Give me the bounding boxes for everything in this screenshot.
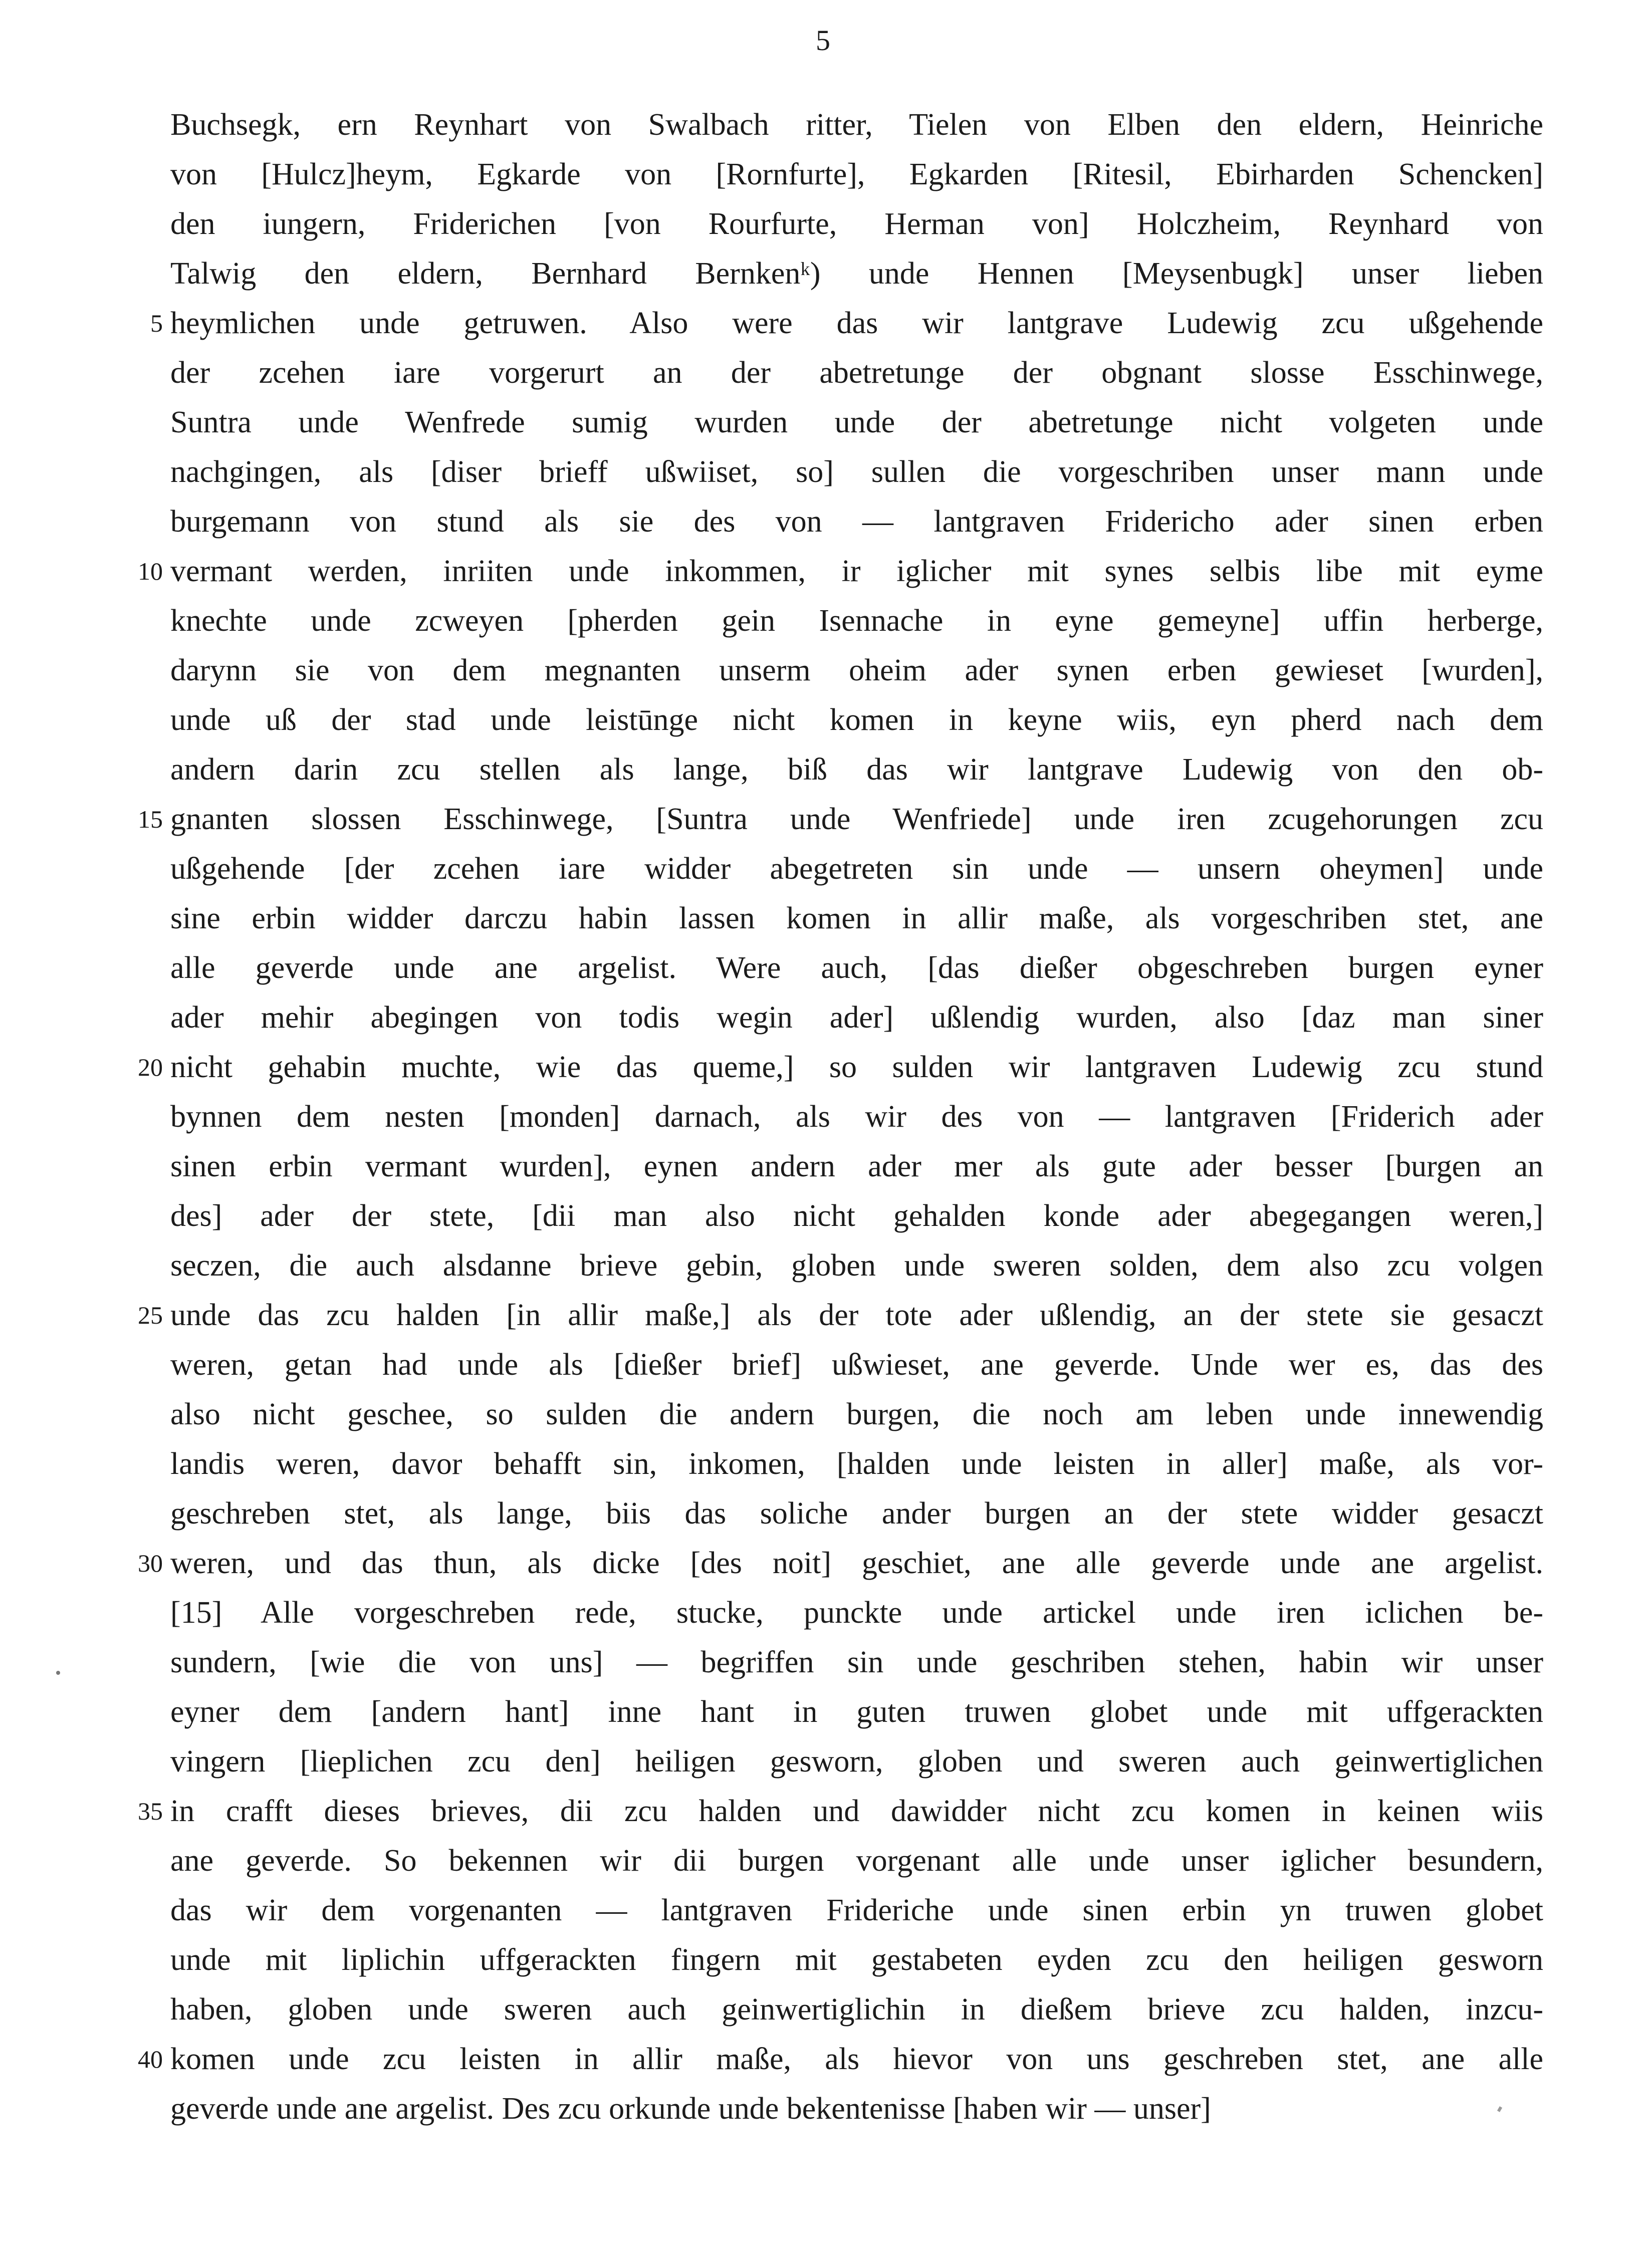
text-line (170, 100, 1543, 150)
text-line (170, 1588, 1543, 1638)
body-text (138, 100, 1543, 2134)
line-text: das wir dem vorgenanten — lantgraven Friderіche unde sinen erbin yn truwen globet (170, 1893, 1543, 1927)
text-line (170, 844, 1543, 894)
line-text: sinen erbin vermant wurden], eynen andern ader mer als gute ader besser [burgen an (170, 1149, 1543, 1183)
text-line (170, 894, 1543, 943)
line-text: heymlichen unde getruwen. Also were das wir lantgrave Ludewig zcu ußgehende (170, 306, 1543, 340)
line-text: den iungern, Friderichen [von Rourfurte, Herman von] Holczheim, Reynhard von (170, 207, 1543, 241)
line-text: geschreben stet, als lange, biis das soliche ander burgen an der stete widder gesaczt (170, 1496, 1543, 1531)
line-text: alle geverde unde ane argelist. Were auch, [das dießer obgeschreben burgen eyner (170, 951, 1543, 985)
text-line (138, 1291, 1543, 1340)
line-number: 40 (138, 2045, 163, 2073)
line-text: ane geverde. So bekennen wir dii burgen vorgenant alle unde unser iglicher besundern, (170, 1844, 1543, 1878)
text-line (170, 943, 1543, 993)
line-text: [15] Alle vorgeschreben rede, stucke, punckte unde artickel unde iren iclichen be- (170, 1596, 1543, 1630)
text-line (170, 646, 1543, 695)
text-line (170, 1390, 1543, 1439)
line-text: Talwig den eldern, Bernhard Bernkenᵏ) unde Hennen [Meysenbugk] unser lieben (170, 257, 1543, 291)
text-line (170, 745, 1543, 795)
text-line (170, 1985, 1543, 2035)
line-text: von [Hulcz]heym, Egkarde von [Rornfurte], Egkarden [Ritesil, Ebirharden Schencken] (170, 157, 1543, 191)
line-text: ader mehir abegingen von todis wegin ader] ußlendig wurden, also [daz man siner (170, 1000, 1543, 1035)
line-text: vingern [lieplichen zcu den] heiligen gesworn, globen und sweren auch geinwertiglichen (170, 1744, 1543, 1779)
line-number: 20 (138, 1053, 163, 1081)
line-text: unde mit liplichin uffgerackten fingern mit gestabeten eyden zcu den heiligen gesworn (170, 1943, 1543, 1977)
text-line (170, 1638, 1543, 1687)
line-number: 10 (138, 557, 163, 585)
text-line (170, 596, 1543, 646)
text-line (138, 795, 1543, 844)
line-text: weren, und das thun, als dicke [des noit] geschiet, ane alle geverde unde ane argelist. (170, 1546, 1543, 1580)
text-line (170, 1489, 1543, 1539)
text-line (138, 1043, 1543, 1092)
text-line (170, 2084, 1543, 2134)
text-line (170, 1836, 1543, 1886)
line-text: landis weren, davor behafft sin, inkomen, [halden unde leisten in aller] maße, als vor- (170, 1447, 1543, 1481)
line-number: 30 (138, 1549, 163, 1577)
text-line (170, 199, 1543, 249)
line-text: also nicht geschee, so sulden die andern burgen, die noch am leben unde innewendig (170, 1397, 1543, 1431)
line-text: der zcehen iare vorgerurt an der abetretunge der obgnant slosse Esschinwege, (170, 356, 1543, 390)
line-text: Buchsegk, ern Reynhart von Swalbach ritter, Tielen von Elben den eldern, Heinriche (170, 108, 1543, 142)
line-text: andern darin zcu stellen als lange, biß das wir lantgrave Ludewig von den ob- (170, 752, 1543, 787)
text-line (170, 497, 1543, 547)
line-text: vermant werden, inriiten unde inkommen, ir iglicher mit synes selbis libe mit eyme (170, 554, 1543, 588)
text-line (170, 1191, 1543, 1241)
line-text: nachgingen, als [diser brieff ußwiiset, so] sullen die vorgeschriben unser mann unde (170, 455, 1543, 489)
text-line (138, 2035, 1543, 2084)
text-line (170, 1439, 1543, 1489)
line-text: sundern, [wie die von uns] — begriffen sin unde geschriben stehen, habin wir unser (170, 1645, 1543, 1679)
page-number: 5 (816, 24, 830, 57)
text-line (170, 1241, 1543, 1291)
text-line (138, 1539, 1543, 1588)
line-text: geverde unde ane argelist. Des zcu orkunde unde bekentenisse [haben wir — unser] (170, 2092, 1211, 2126)
line-text: in crafft dieses brieves, dii zcu halden und dawidder nicht zcu komen in keinen wiis (170, 1794, 1543, 1828)
text-line (170, 1935, 1543, 1985)
text-line (170, 1886, 1543, 1935)
line-number: 5 (150, 309, 163, 337)
line-number: 35 (138, 1797, 163, 1825)
line-text: darynn sie von dem megnanten unserm oheim ader synen erben gewieset [wurden], (170, 653, 1543, 687)
line-text: bynnen dem nesten [monden] darnach, als wir des von — lantgraven [Friderich ader (170, 1100, 1543, 1134)
line-text: Suntra unde Wenfrede sumig wurden unde der abetretunge nicht volgeten unde (170, 405, 1543, 439)
text-line (138, 547, 1543, 596)
text-line (170, 1092, 1543, 1142)
text-line (170, 1737, 1543, 1787)
line-text: haben, globen unde sweren auch geinwertiglichin in dießem brieve zcu halden, inzcu- (170, 1992, 1543, 2027)
text-line (170, 1340, 1543, 1390)
text-line (170, 1687, 1543, 1737)
line-text: burgemann von stund als sie des von — lantgraven Fridericho ader sinen erben (170, 505, 1543, 539)
line-text: ußgehende [der zcehen iare widder abegetreten sin unde — unsern oheymen] unde (170, 852, 1543, 886)
text-line (170, 447, 1543, 497)
line-number: 15 (138, 805, 163, 833)
line-text: knechte unde zcweyen [pherden gein Isennache in eyne gemeyne] uffin herberge, (170, 604, 1543, 638)
line-text: eyner dem [andern hant] inne hant in guten truwen globet unde mit uffgerackten (170, 1695, 1543, 1729)
text-line (170, 695, 1543, 745)
line-text: unde uß der stad unde leistūnge nicht komen in keyne wiis, eyn pherd nach dem (170, 703, 1543, 737)
line-text: sine erbin widder darczu habin lassen komen in allir maße, als vorgeschriben stet, ane (170, 901, 1543, 935)
line-text: seczen, die auch alsdanne brieve gebin, globen unde sweren solden, dem also zcu volgen (170, 1248, 1543, 1283)
scan-speck (56, 1671, 60, 1675)
line-text: des] ader der stete, [dii man also nicht gehalden konde ader abegegangen weren,] (170, 1199, 1543, 1233)
text-line (170, 398, 1543, 447)
text-line (170, 993, 1543, 1043)
text-line (150, 299, 1543, 348)
line-text: unde das zcu halden [in allir maße,] als der tote ader ußlendig, an der stete sie gesaczt (170, 1298, 1543, 1332)
line-text: komen unde zcu leisten in allir maße, als hievor von uns geschreben stet, ane alle (170, 2042, 1543, 2076)
text-line (138, 1787, 1543, 1836)
text-line (170, 249, 1543, 299)
line-number: 25 (138, 1301, 163, 1329)
line-text: nicht gehabin muchte, wie das queme,] so sulden wir lantgraven Ludewig zcu stund (170, 1050, 1543, 1084)
text-line (170, 150, 1543, 199)
line-text: weren, getan had unde als [dießer brief] ußwieset, ane geverde. Unde wer es, das des (170, 1348, 1543, 1382)
text-line (170, 348, 1543, 398)
line-text: gnanten slossen Esschinwege, [Suntra unde Wenfriede] unde iren zcugehorungen zcu (170, 802, 1543, 836)
text-line (170, 1142, 1543, 1191)
